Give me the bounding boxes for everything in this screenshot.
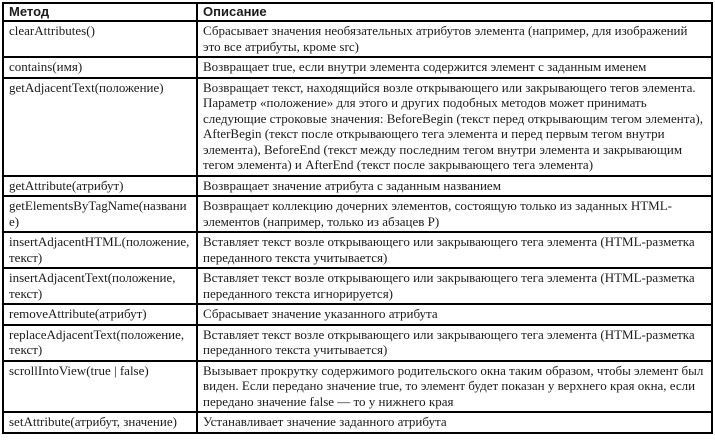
method-name: getAdjacentText(положение) bbox=[3, 78, 197, 176]
method-name: replaceAdjacentText(положение, текст) bbox=[3, 325, 197, 361]
method-name: scrollIntoView(true | false) bbox=[3, 361, 197, 413]
method-name: removeAttribute(атрибут) bbox=[3, 304, 197, 325]
method-name: clearAttributes() bbox=[3, 21, 197, 57]
method-description: Вставляет текст возле открывающего или закрывающего тега элемента (HTML-разметка переданного текста игнорируется) bbox=[197, 268, 712, 304]
method-name: getElementsByTagName(название) bbox=[3, 196, 197, 232]
column-header-description: Описание bbox=[197, 3, 712, 21]
table-row bbox=[3, 176, 712, 197]
method-description: Устанавливает значение заданного атрибута bbox=[197, 412, 712, 433]
table-row bbox=[3, 21, 712, 57]
method-description: Сбрасывает значения необязательных атрибутов элемента (например, для изображений это все атрибуты, кроме src) bbox=[197, 21, 712, 57]
method-name: insertAdjacentHTML(положение, текст) bbox=[3, 232, 197, 268]
method-description: Возвращает true, если внутри элемента содержится элемент с заданным именем bbox=[197, 57, 712, 78]
method-name: insertAdjacentText(положение, текст) bbox=[3, 268, 197, 304]
table-header-row bbox=[3, 3, 712, 21]
method-name: contains(имя) bbox=[3, 57, 197, 78]
table-row bbox=[3, 412, 712, 433]
table-row bbox=[3, 196, 712, 232]
method-description: Возвращает коллекцию дочерних элементов, состоящую только из заданных HTML-элементов (например, только из абзацев P) bbox=[197, 196, 712, 232]
method-description: Вставляет текст возле открывающего или закрывающего тега элемента (HTML-разметка переданного текста учитывается) bbox=[197, 232, 712, 268]
table-row bbox=[3, 232, 712, 268]
method-description: Вставляет текст возле открывающего или закрывающего тега элемента (HTML-разметка переданного текста учитывается) bbox=[197, 325, 712, 361]
method-name: getAttribute(атрибут) bbox=[3, 176, 197, 197]
method-name: setAttribute(атрибут, значение) bbox=[3, 412, 197, 433]
methods-table bbox=[2, 2, 713, 434]
method-description: Возвращает значение атрибута с заданным названием bbox=[197, 176, 712, 197]
column-header-method: Метод bbox=[3, 3, 197, 21]
table-row bbox=[3, 304, 712, 325]
method-description: Сбрасывает значение указанного атрибута bbox=[197, 304, 712, 325]
table-row bbox=[3, 57, 712, 78]
method-description: Возвращает текст, находящийся возле открывающего или закрывающего тегов элемента. Параметр «положение» для этого и других подобных методов может принимать следующие строковые значения: BeforeBegin (текст перед открывающим тегом элемента), AfterBegin (текст после открывающего тега элемента и перед первым тегом внутри элемента), BeforeEnd (текст между последним тегом внутри элемента и закрывающим тегом элемента) и AfterEnd (текст после закрывающего тега элемента) bbox=[197, 78, 712, 176]
table-row bbox=[3, 268, 712, 304]
table-row bbox=[3, 78, 712, 176]
method-description: Вызывает прокрутку содержимого родительского окна таким образом, чтобы элемент был виден. Если передано значение true, то элемент будет показан у верхнего края окна, если передано значение false — то у нижнего края bbox=[197, 361, 712, 413]
table-row bbox=[3, 361, 712, 413]
table-row bbox=[3, 325, 712, 361]
